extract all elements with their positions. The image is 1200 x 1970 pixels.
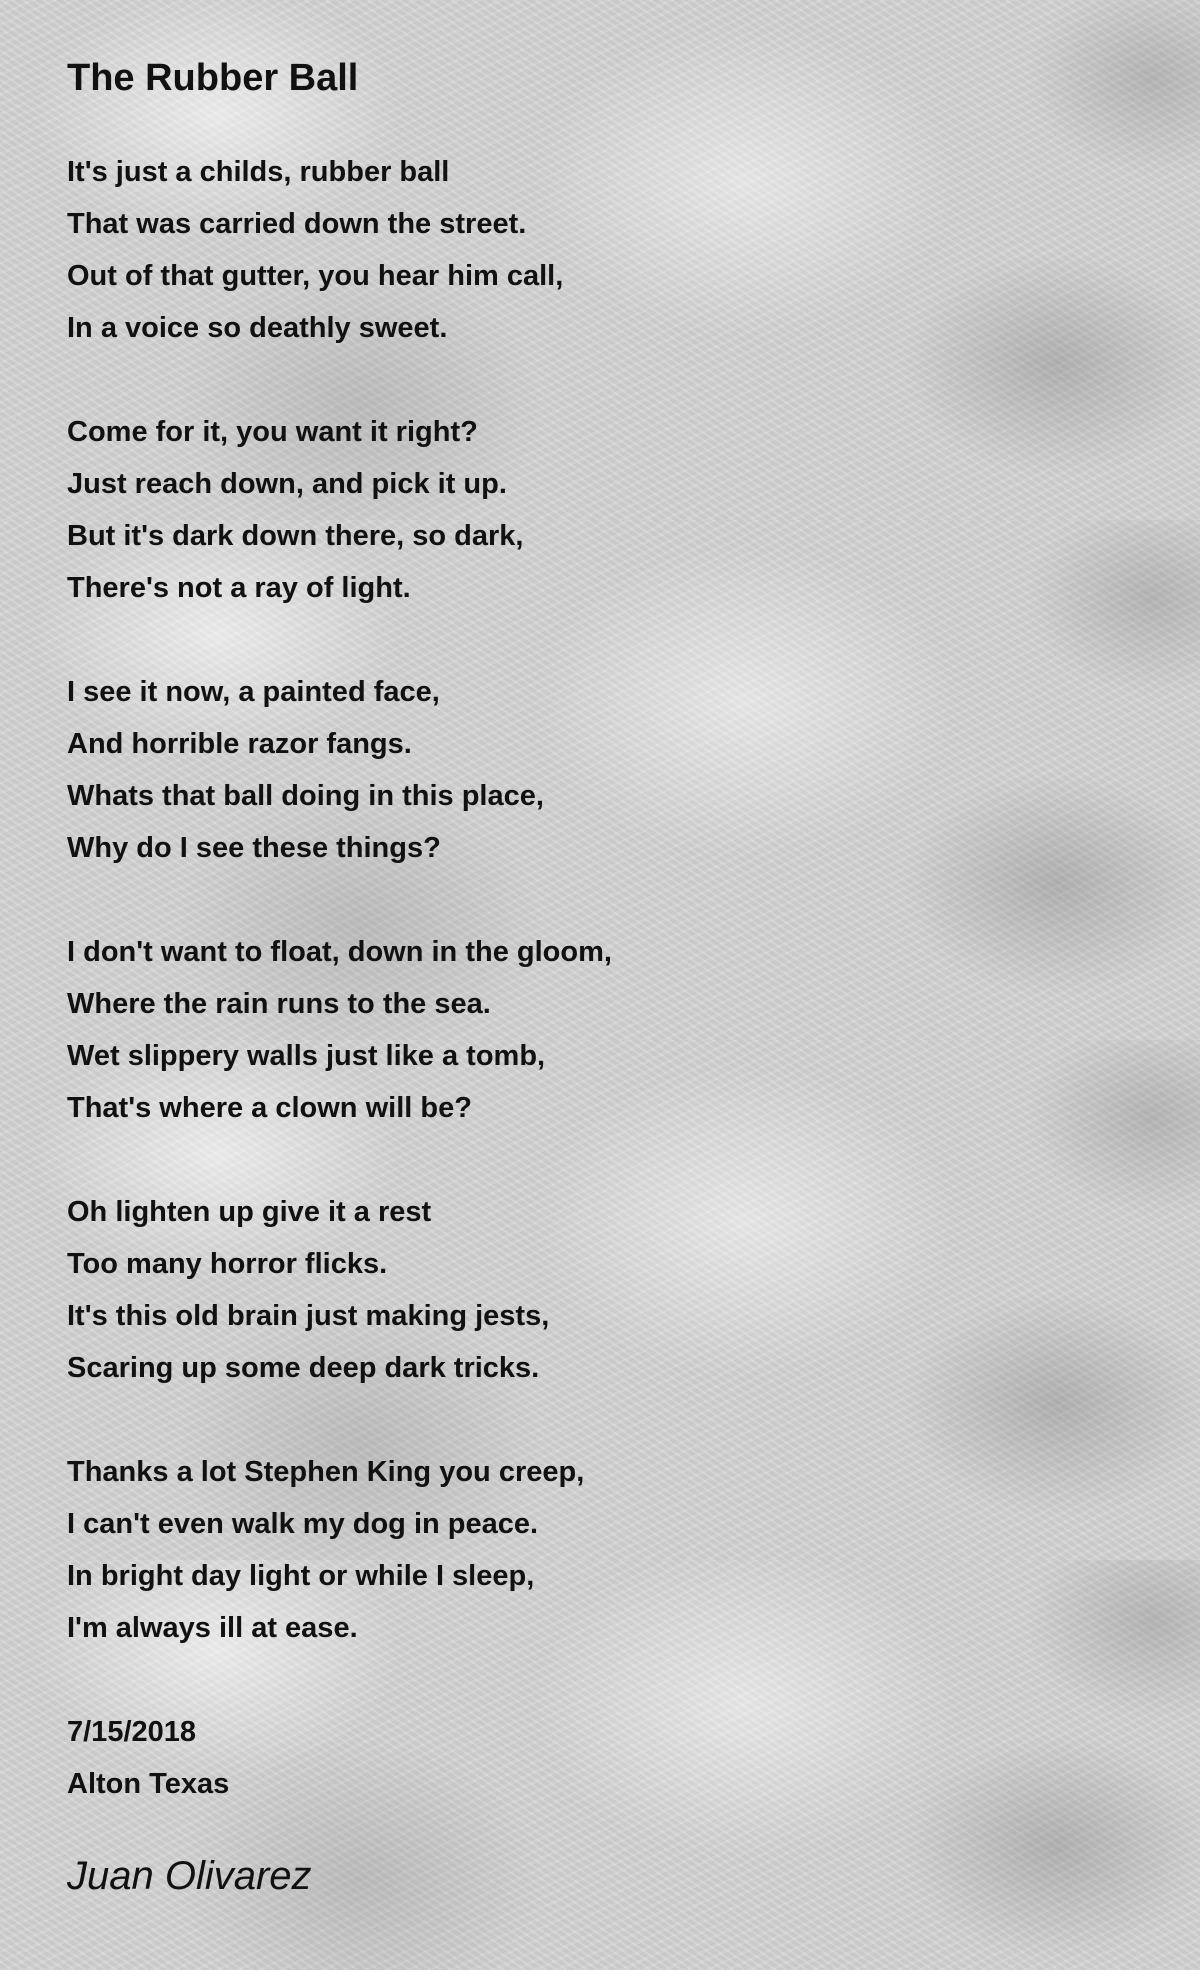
stanza-break (67, 874, 1147, 926)
stanza-4 (67, 926, 1147, 1134)
poem-line: Just reach down, and pick it up. (67, 468, 507, 500)
stanza-3 (67, 666, 1147, 874)
stanza-break (67, 614, 1147, 666)
poem-line: Why do I see these things? (67, 832, 441, 864)
poem-line: Scaring up some deep dark tricks. (67, 1352, 540, 1384)
stanza-5 (67, 1186, 1147, 1394)
stanza-2 (67, 406, 1147, 614)
poem-line: I see it now, a painted face, (67, 676, 440, 708)
poem-line: Whats that ball doing in this place, (67, 780, 544, 812)
poem-location: Alton Texas (67, 1768, 230, 1800)
poem-line: I don't want to float, down in the gloom, (67, 936, 612, 968)
poem-line: In bright day light or while I sleep, (67, 1560, 535, 1592)
poem-line: I can't even walk my dog in peace. (67, 1508, 539, 1540)
poem-author: Juan Olivarez (67, 1854, 312, 1898)
poem-body (67, 146, 1147, 1654)
poem-line: Out of that gutter, you hear him call, (67, 260, 564, 292)
poem-meta (67, 1706, 1147, 1810)
poem-title: The Rubber Ball (67, 57, 359, 99)
poem-line: Oh lighten up give it a rest (67, 1196, 432, 1228)
poem-line: Too many horror flicks. (67, 1248, 388, 1280)
poem-line: It's just a childs, rubber ball (67, 156, 450, 188)
stanza-break (67, 1394, 1147, 1446)
poem-line: Wet slippery walls just like a tomb, (67, 1040, 546, 1072)
poem-line: That's where a clown will be? (67, 1092, 472, 1124)
stanza-break (67, 354, 1147, 406)
poem-line: Thanks a lot Stephen King you creep, (67, 1456, 585, 1488)
poem-line: But it's dark down there, so dark, (67, 520, 524, 552)
poem-line: There's not a ray of light. (67, 572, 411, 604)
poem-line: Come for it, you want it right? (67, 416, 478, 448)
stanza-6 (67, 1446, 1147, 1654)
poem-line: And horrible razor fangs. (67, 728, 412, 760)
poem-line: It's this old brain just making jests, (67, 1300, 550, 1332)
poem-line: I'm always ill at ease. (67, 1612, 358, 1644)
poem-line: Where the rain runs to the sea. (67, 988, 491, 1020)
poem-line: That was carried down the street. (67, 208, 527, 240)
poem-date: 7/15/2018 (67, 1716, 197, 1748)
stanza-1 (67, 146, 1147, 354)
stanza-break (67, 1134, 1147, 1186)
poem-line: In a voice so deathly sweet. (67, 312, 448, 344)
poem-card (67, 50, 1147, 1904)
